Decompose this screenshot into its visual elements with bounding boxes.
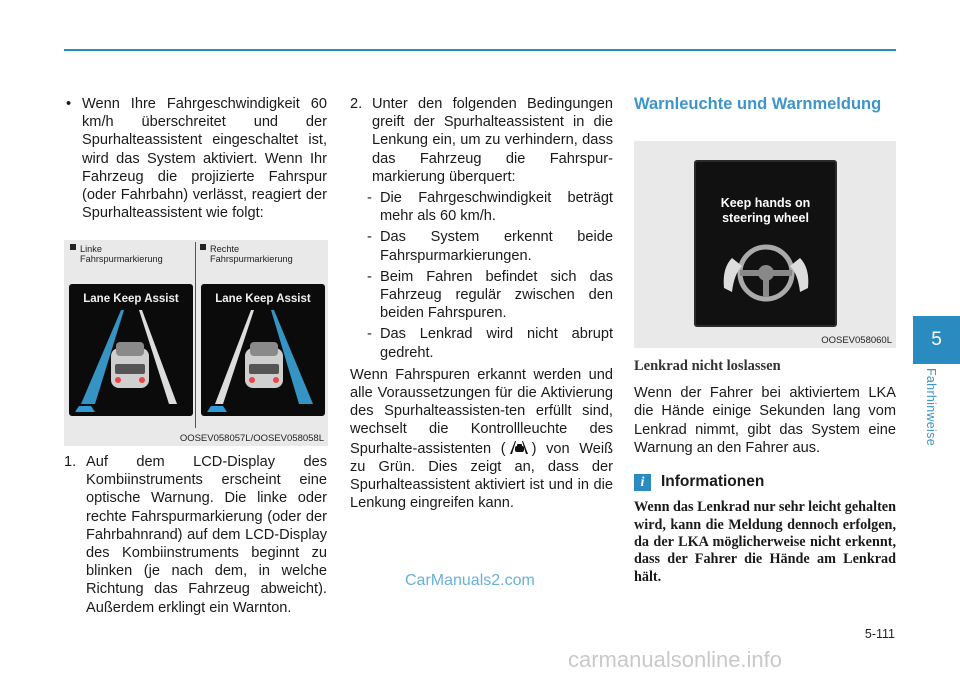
item-number: 2.	[350, 96, 363, 112]
info-icon: i	[634, 474, 651, 491]
column-middle	[350, 95, 613, 512]
lane-departure-right-graphic	[201, 284, 325, 416]
condition-item	[367, 228, 613, 264]
lka-figure	[64, 240, 328, 446]
column-right-lower	[634, 357, 896, 586]
activation-paragraph: Wenn Fahrspuren erkannt werden und alle Voraussetzungen für die Aktivierung des Spurhalteassisten-ten erfüllt sind, wechselt die Kontrollleuchte des Spurhalte-assistenten ( ) von Weiß zu Grün. Dies zeigt an, dass der Spurhalteassistent aktiviert ist und in die Lenkung eingreifen kann.	[350, 366, 613, 512]
condition-text: Das System erkennt beide Fahrspurmarkierungen.	[380, 229, 613, 264]
condition-text: Die Fahrgeschwindigkeit beträgt mehr als 60 km/h.	[380, 190, 613, 225]
hands-on-figure	[634, 141, 896, 348]
dash-mark: -	[367, 229, 372, 246]
legend-right-lane: Rechte Fahrspurmarkierung	[200, 244, 320, 264]
watermark-carmanualsonline: carmanualsonline.info	[568, 647, 783, 672]
lane-departure-left-graphic	[69, 284, 193, 416]
warning-message: Keep hands on steering wheel	[720, 196, 811, 225]
column-left-lower	[64, 453, 327, 617]
page-number: 5-111	[864, 627, 895, 641]
condition-item	[367, 189, 613, 225]
cluster-warning-screen	[694, 160, 837, 327]
condition-item	[367, 325, 613, 361]
numbered-item-1	[64, 453, 327, 617]
lka-screen-left	[69, 284, 193, 416]
condition-text: Das Lenkrad wird nicht abrupt gedreht.	[380, 326, 613, 361]
column-right	[634, 95, 896, 113]
item-text: Auf dem LCD-Display des Kombiinstruments erscheint eine optische Warnung. Die linke oder rechte Fahrspurmarkierung (oder der Fahrbahnrand) auf dem LCD-Display des Kombiinstruments beginnt zu blinken (je nach dem, in welche Richtung das Fahrzeug abweicht). Außerdem erklingt ein Warnton.	[86, 454, 327, 616]
column-left	[64, 95, 327, 222]
condition-item	[367, 268, 613, 323]
steering-wheel-hands-icon	[696, 162, 835, 325]
figure-divider	[195, 242, 196, 428]
lka-indicator-icon	[506, 439, 532, 455]
bullet-text: Wenn Ihre Fahrgeschwindigkeit 60 km/h überschreitet und der Spurhalteassistent eingeschaltet ist, wird das System aktiviert. Wenn Ihr Fahrzeug die projizierte Fahrspur (oder Fahrbahn) verlässt, reagiert der Spurhalteassistent wie folgt:	[82, 96, 327, 222]
legend-left-lane: Linke Fahrspurmarkierung	[70, 244, 180, 264]
chapter-tab: 5	[913, 316, 960, 364]
watermark-carmanuals2: CarManuals2.com	[405, 572, 535, 589]
figure-caption: OOSEV058060L	[821, 335, 892, 346]
chapter-side-label: Fahrhinweise	[924, 368, 938, 446]
lka-screen-right	[201, 284, 325, 416]
legend-square-icon	[200, 244, 206, 250]
dash-mark: -	[367, 326, 372, 343]
bullet-mark: •	[66, 96, 72, 112]
header-rule	[64, 49, 896, 51]
item-number: 1.	[64, 454, 77, 470]
condition-text: Beim Fahren befindet sich das Fahrzeug regulär zwischen den beiden Fahrspuren.	[380, 268, 613, 322]
numbered-item-2	[350, 95, 613, 186]
section-heading: Warnleuchte und Warnmeldung	[634, 95, 882, 113]
info-title: Informationen	[661, 473, 765, 491]
figure-caption: OOSEV058057L/OOSEV058058L	[179, 433, 324, 444]
item-text: Unter den folgenden Bedingungen greift der Spurhalteassistent in die Lenkung ein, um zu verhindern, dass das Fahrzeug die Fahrspur-markierung überquert:	[372, 96, 613, 185]
dash-mark: -	[367, 190, 372, 207]
lka-screen-title: Lane Keep Assist	[215, 293, 311, 305]
legend-square-icon	[70, 244, 76, 250]
dash-mark: -	[367, 268, 372, 285]
warning-paragraph: Wenn der Fahrer bei aktiviertem LKA die Hände einige Sekunden lang vom Lenkrad nimmt, gibt das System eine Warnung an den Fahrer aus.	[634, 385, 896, 456]
bullet-item	[64, 95, 327, 222]
lka-screen-title: Lane Keep Assist	[83, 293, 179, 305]
subheading: Lenkrad nicht loslassen	[634, 358, 781, 374]
info-heading	[634, 473, 896, 491]
info-text: Wenn das Lenkrad nur sehr leicht gehalten wird, kann die Meldung dennoch erfolgen, da der LKA möglicherweise nicht erkennt, dass der Fahrer die Hände am Lenkrad hält.	[634, 499, 896, 585]
